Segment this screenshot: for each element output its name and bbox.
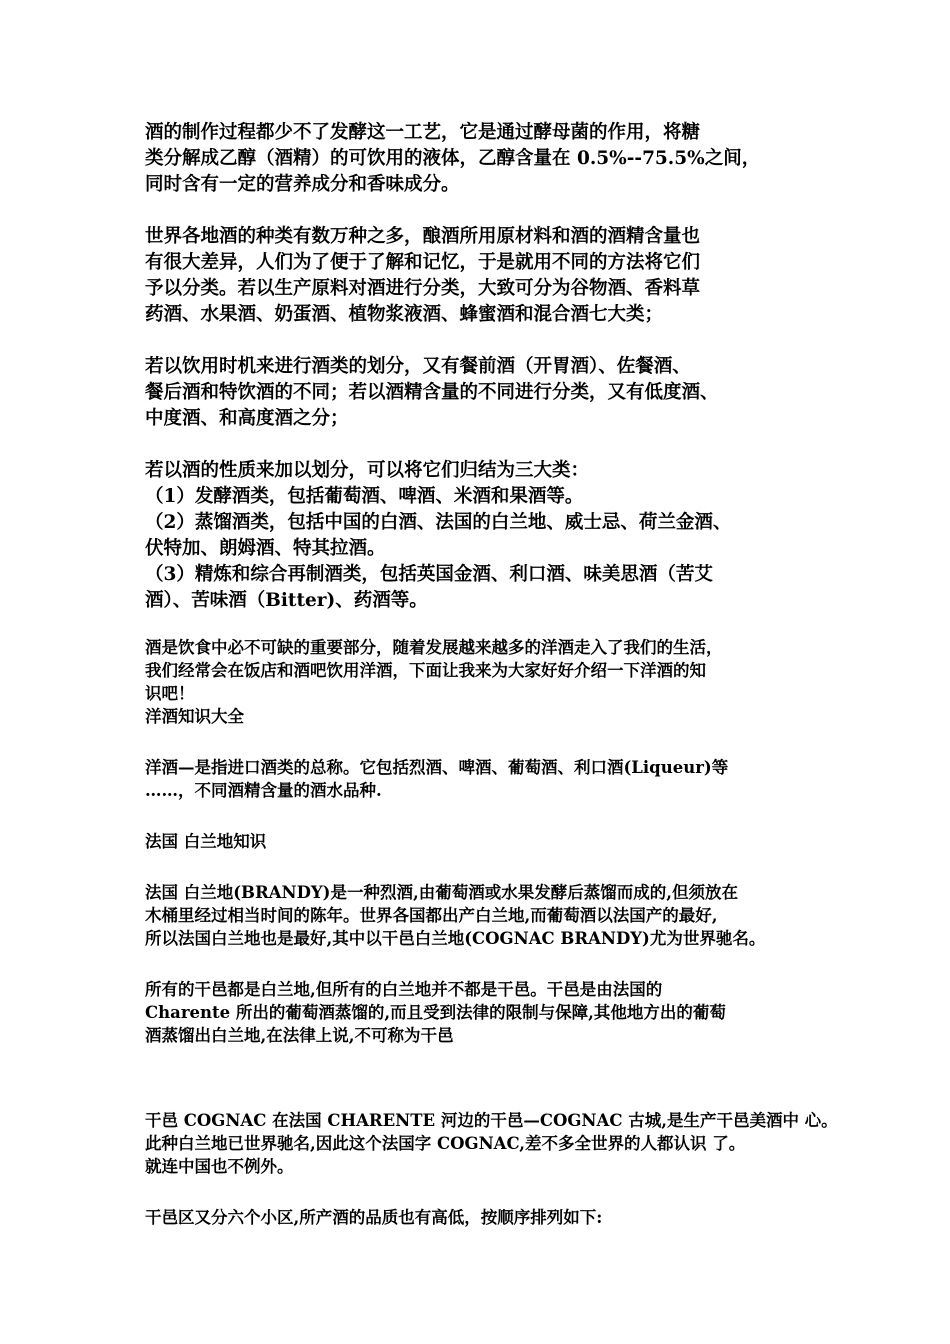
paragraph-western-liquor-definition: [145, 756, 825, 802]
text-line: 酒是饮食中必不可缺的重要部分，随着发展越来越多的洋酒走入了我们的生活，: [145, 638, 723, 657]
text-line: 中度酒、和高度酒之分；: [145, 408, 349, 429]
paragraph-cognac-region: [145, 1109, 838, 1178]
text-line: 干邑 COGNAC 在法国 CHARENTE 河边的干邑—COGNAC 古城,是生产干邑美酒中 心。: [145, 1111, 838, 1130]
text-line: 世界各地酒的种类有数万种之多，酿酒所用原材料和酒的酒精含量也: [145, 226, 701, 247]
paragraph-three-categories: [145, 458, 825, 614]
text-line: 予以分类。若以生产原料对酒进行分类，大致可分为谷物酒、香料草: [145, 278, 701, 299]
text-line: 干邑区又分六个小区,所产酒的品质也有高低，按顺序排列如下:: [145, 1208, 603, 1227]
text-line: 酒的制作过程都少不了发酵这一工艺，它是通过酵母菌的作用，将糖: [145, 122, 701, 143]
paragraph-classification-by-timing: [145, 354, 825, 432]
section-heading: 法国 白兰地知识: [145, 832, 267, 851]
text-line: 识吧！: [145, 684, 195, 703]
text-line: 木桶里经过相当时间的陈年。世界各国都出产白兰地,而葡萄酒以法国产的最好,: [145, 906, 718, 925]
list-item: （2）蒸馏酒类，包括中国的白酒、法国的白兰地、威士忌、荷兰金酒、: [145, 512, 732, 533]
text-line: 类分解成乙醇（酒精）的可饮用的液体，乙醇含量在 0.5%--75.5%之间，: [145, 148, 761, 169]
text-line: Charente 所出的葡萄酒蒸馏的,而且受到法律的限制与保障,其他地方出的葡萄: [145, 1003, 726, 1022]
section-heading-brandy: [145, 830, 825, 853]
text-line: 伏特加、朗姆酒、特其拉酒。: [145, 538, 386, 559]
paragraph-brandy-definition: [145, 881, 825, 950]
text-line: 就连中国也不例外。: [145, 1157, 294, 1176]
text-line: 有很大差异，人们为了便于了解和记忆，于是就用不同的方法将它们: [145, 252, 701, 273]
paragraph-western-liquor-intro: [145, 636, 825, 728]
text-line: 药酒、水果酒、奶蛋酒、植物浆液酒、蜂蜜酒和混合酒七大类；: [145, 304, 664, 325]
document-body: [145, 120, 838, 1229]
text-line: 餐后酒和特饮酒的不同；若以酒精含量的不同进行分类，又有低度酒、: [145, 382, 719, 403]
paragraph-cognac-subregions: [145, 1206, 825, 1229]
text-line: 同时含有一定的营养成分和香味成分。: [145, 174, 460, 195]
text-line: 此种白兰地已世界驰名,因此这个法国字 COGNAC,差不多全世界的人都认识 了。: [145, 1134, 746, 1153]
text-line: 若以酒的性质来加以划分，可以将它们归结为三大类：: [145, 460, 590, 481]
text-line: ……，不同酒精含量的酒水品种.: [145, 781, 382, 800]
text-line: 所有的干邑都是白兰地,但所有的白兰地并不都是干邑。干邑是由法国的: [145, 980, 663, 999]
list-item: （3）精炼和综合再制酒类，包括英国金酒、利口酒、味美思酒（苦艾: [145, 564, 713, 585]
section-heading: 洋酒知识大全: [145, 707, 244, 726]
text-line: 若以饮用时机来进行酒类的划分，又有餐前酒（开胃酒）、佐餐酒、: [145, 356, 691, 377]
text-line: 所以法国白兰地也是最好,其中以干邑白兰地(COGNAC BRANDY)尤为世界驰名。: [145, 929, 766, 948]
text-line: 酒）、苦味酒（Bitter)、药酒等。: [145, 590, 428, 611]
paragraph-cognac-vs-brandy: [145, 978, 825, 1047]
text-line: 法国 白兰地(BRANDY)是一种烈酒,由葡萄酒或水果发酵后蒸馏而成的,但须放在: [145, 883, 738, 902]
list-item: （1）发酵酒类，包括葡萄酒、啤酒、米酒和果酒等。: [145, 486, 584, 507]
text-line: 我们经常会在饭店和酒吧饮用洋酒，下面让我来为大家好好介绍一下洋酒的知: [145, 661, 706, 680]
paragraph-fermentation-intro: [145, 120, 825, 198]
text-line: 酒蒸馏出白兰地,在法律上说,不可称为干邑: [145, 1026, 454, 1045]
text-line: 洋酒—是指进口酒类的总称。它包括烈酒、啤酒、葡萄酒、利口酒(Liqueur)等: [145, 758, 729, 777]
paragraph-classification-by-material: [145, 224, 825, 328]
